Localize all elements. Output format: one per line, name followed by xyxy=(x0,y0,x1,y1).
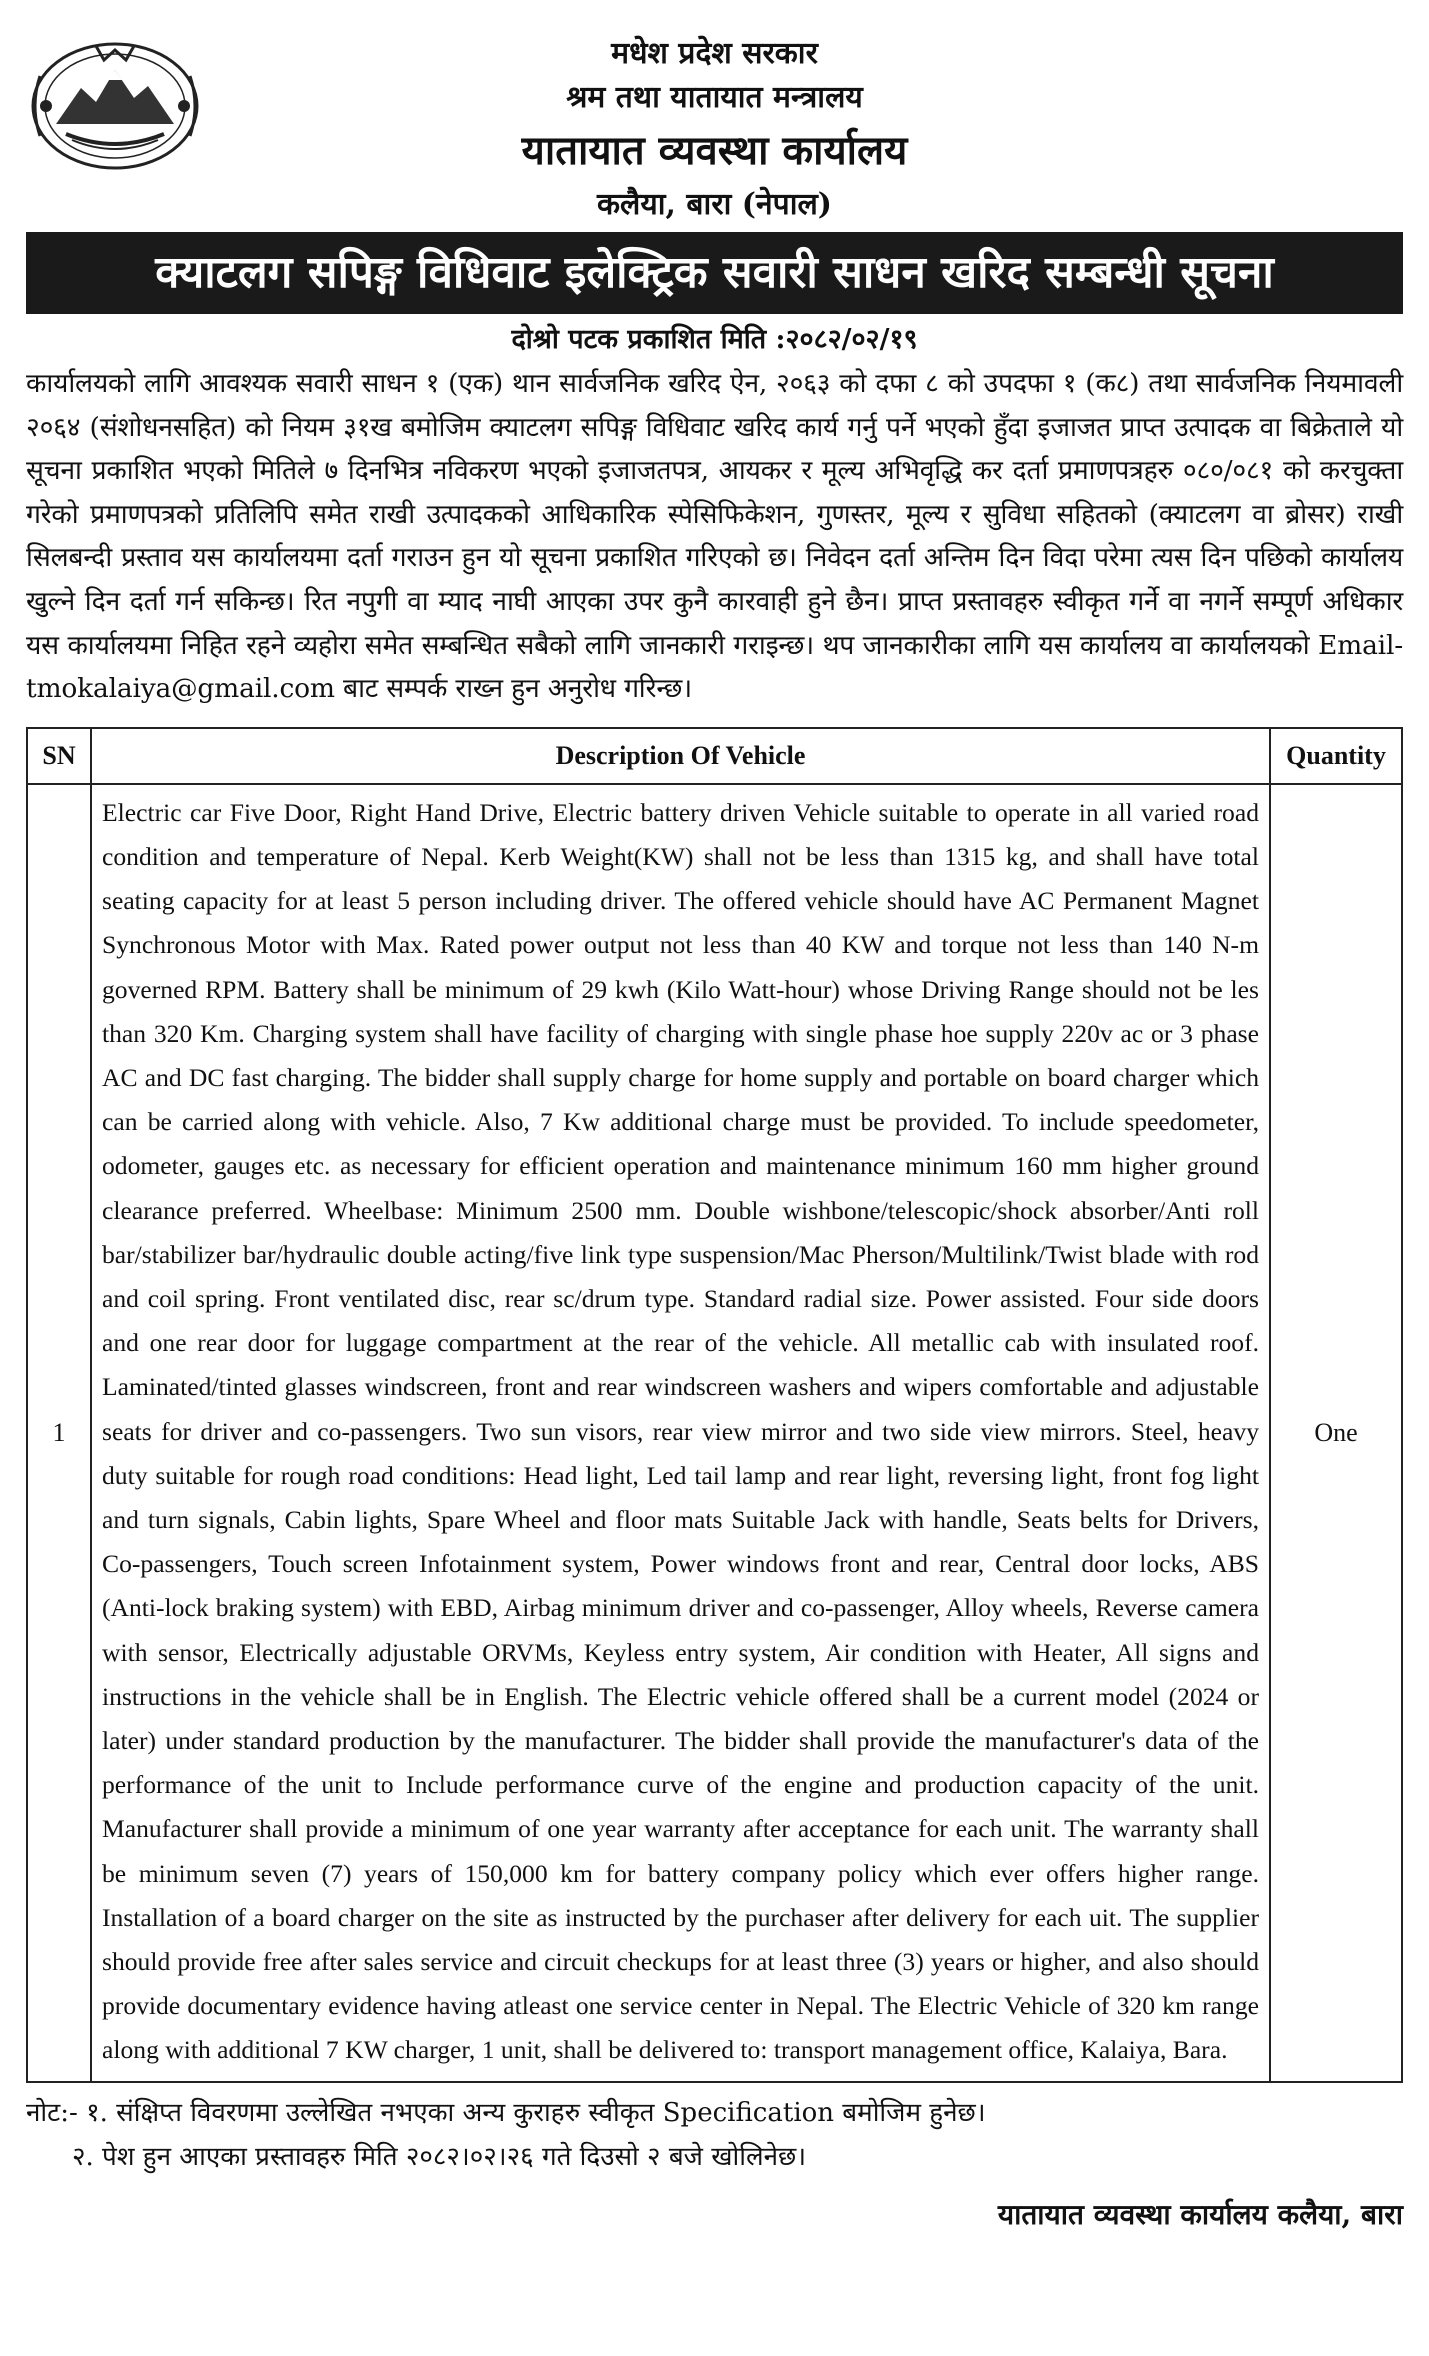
office-location: कलैया, बारा (नेपाल) xyxy=(596,187,832,222)
cell-sn: 1 xyxy=(27,784,91,2082)
notice-page xyxy=(26,26,1403,2330)
ministry-name: श्रम तथा यातायात मन्त्रालय xyxy=(566,80,863,115)
government-name: मधेश प्रदेश सरकार xyxy=(611,36,818,71)
cell-quantity: One xyxy=(1270,784,1402,2082)
header-quantity: Quantity xyxy=(1270,728,1402,784)
note-1 xyxy=(26,2091,1403,2135)
intro-paragraph: कार्यालयको लागि आवश्यक सवारी साधन १ (एक) थान सार्वजनिक खरिद ऐन, २०६३ को दफा ८ को उपदफा १ (क८) तथा सार्वजनिक नियमावली २०६४ (संशोधनसहित) को नियम ३१ख बमोजिम क्याटलग सपिङ्ग विधिवाट खरिद कार्य गर्नु पर्ने भएको हुँदा इजाजत प्राप्त उत्पादक वा बिक्रेताले यो सूचना प्रकाशित भएको मितिले ७ दिनभित्र नविकरण भएको इजाजतपत्र, आयकर र मूल्य अभिवृद्धि कर दर्ता प्रमाणपत्रहरु ०८०/०८१ को करचुक्ता गरेको प्रमाणपत्रको प्रतिलिपि समेत राखी उत्पादकको आधिकारिक स्पेसिफिकेशन, गुणस्तर, मूल्य र सुविधा सहितको (क्याटलग वा ब्रोसर) राखी सिलबन्दी प्रस्ताव यस कार्यालयमा दर्ता गराउन हुन यो सूचना प्रकाशित गरिएको छ। निवेदन दर्ता अन्तिम दिन विदा परेमा त्यस दिन पछिको कार्यालय खुल्ने दिन दर्ता गर्न सकिन्छ। रित नपुगी वा म्याद नाघी आएका उपर कुनै कारवाही हुने छैन। प्राप्त प्रस्तावहरु स्वीकृत गर्ने वा नगर्ने सम्पूर्ण अधिकार यस कार्यालयमा निहित रहने व्यहोरा समेत सम्बन्धित सबैको लागि जानकारी गराइन्छ। थप जानकारीका लागि यस कार्यालय वा कार्यालयको Email- tmokalaiya@gmail.com बाट सम्पर्क राख्न हुन अनुरोध गरिन्छ। xyxy=(26,368,1403,705)
government-emblem-icon xyxy=(26,36,204,176)
office-name: यातायात व्यवस्था कार्यालय xyxy=(521,127,908,174)
publication-date: दोश्रो पटक प्रकाशित मिति :२०८२/०२/१९ xyxy=(511,324,918,355)
header-sn: SN xyxy=(27,728,91,784)
header-description: Description Of Vehicle xyxy=(91,728,1270,784)
notice-title: क्याटलग सपिङ्ग विधिवाट इलेक्ट्रिक सवारी साधन खरिद सम्बन्धी सूचना xyxy=(26,232,1403,314)
notes xyxy=(26,2091,1403,2179)
note-1-text: १. संक्षिप्त विवरणमा उल्लेखित नभएका अन्य कुराहरु स्वीकृत Specification बमोजिम हुनेछ। xyxy=(86,2097,986,2128)
table-header-row xyxy=(27,728,1402,784)
table-row xyxy=(27,784,1402,2082)
note-2-text: २. पेश हुन आएका प्रस्तावहरु मिति २०८२।०२।२६ गते दिउसो २ बजे खोलिनेछ। xyxy=(72,2141,807,2172)
vehicle-spec-table xyxy=(26,727,1403,2083)
header xyxy=(26,26,1403,236)
signature: यातायात व्यवस्था कार्यालय कलैया, बारा xyxy=(997,2197,1403,2231)
note-label: नोट:- xyxy=(26,2097,78,2128)
cell-description: Electric car Five Door, Right Hand Drive, Electric battery driven Vehicle suitable to operate in all varied road condition and temperature of Nepal. Kerb Weight(KW) shall not be less than 1315 kg, and shall have total seating capacity for at least 5 person including driver. The offered vehicle should have AC Permanent Magnet Synchronous Motor with Max. Rated power output not less than 40 KW and torque not less than 140 N-m governed RPM. Battery shall be minimum of 29 kwh (Kilo Watt-hour) whose Driving Range should not be les than 320 Km. Charging system shall have facility of charging with single phase hoe supply 220v ac or 3 phase AC and DC fast charging. The bidder shall supply charge for home supply and portable on board charger which can be carried along with vehicle. Also, 7 Kw additional charge must be provided. To include speedometer, odometer, gauges etc. as necessary for efficient operation and maintenance minimum 160 mm higher ground clearance preferred. Wheelbase: Minimum 2500 mm. Double wishbone/telescopic/shock absorber/Anti roll bar/stabilizer bar/hydraulic double acting/five link type suspension/Mac Pherson/Multilink/Twist blade with rod and coil spring. Front ventilated disc, rear sc/drum type. Standard radial size. Power assisted. Four side doors and one rear door for luggage compartment at the rear of the vehicle. All metallic cab with insulated roof. Laminated/tinted glasses windscreen, front and rear windscreen washers and wipers comfortable and adjustable seats for driver and co-passengers. Two sun visors, rear view mirror and two side view mirrors. Steel, heavy duty suitable for rough road conditions: Head light, Led tail lamp and rear light, reversing light, front fog light and turn signals, Cabin lights, Spare Wheel and floor mats Suitable Jack with handle, Seats belts for Drivers, Co-passengers, Touch screen Infotainment system, Power windows front and rear, Central door locks, ABS (Anti-lock braking system) with EBD, Airbag minimum driver and co-passenger, Alloy wheels, Reverse camera with sensor, Electrically adjustable ORVMs, Keyless entry system, Air condition with Heater, All signs and instructions in the vehicle shall be in English. The Electric vehicle offered shall be a current model (2024 or later) under standard production by the manufacturer. The bidder shall provide the manufacturer's data of the performance of the unit to Include performance curve of the engine and production capacity of the unit. Manufacturer shall provide a minimum of one year warranty after acceptance for each unit. The warranty shall be minimum seven (7) years of 150,000 km for battery company policy which ever offers higher range. Installation of a board charger on the site as instructed by the purchaser after delivery for each uit. The supplier should provide free after sales service and circuit checkups for at least three (3) years or higher, and also should provide documentary evidence having atleast one service center in Nepal. The Electric Vehicle of 320 km range along with additional 7 KW charger, 1 unit, shall be delivered to: transport management office, Kalaiya, Bara. xyxy=(91,784,1270,2082)
